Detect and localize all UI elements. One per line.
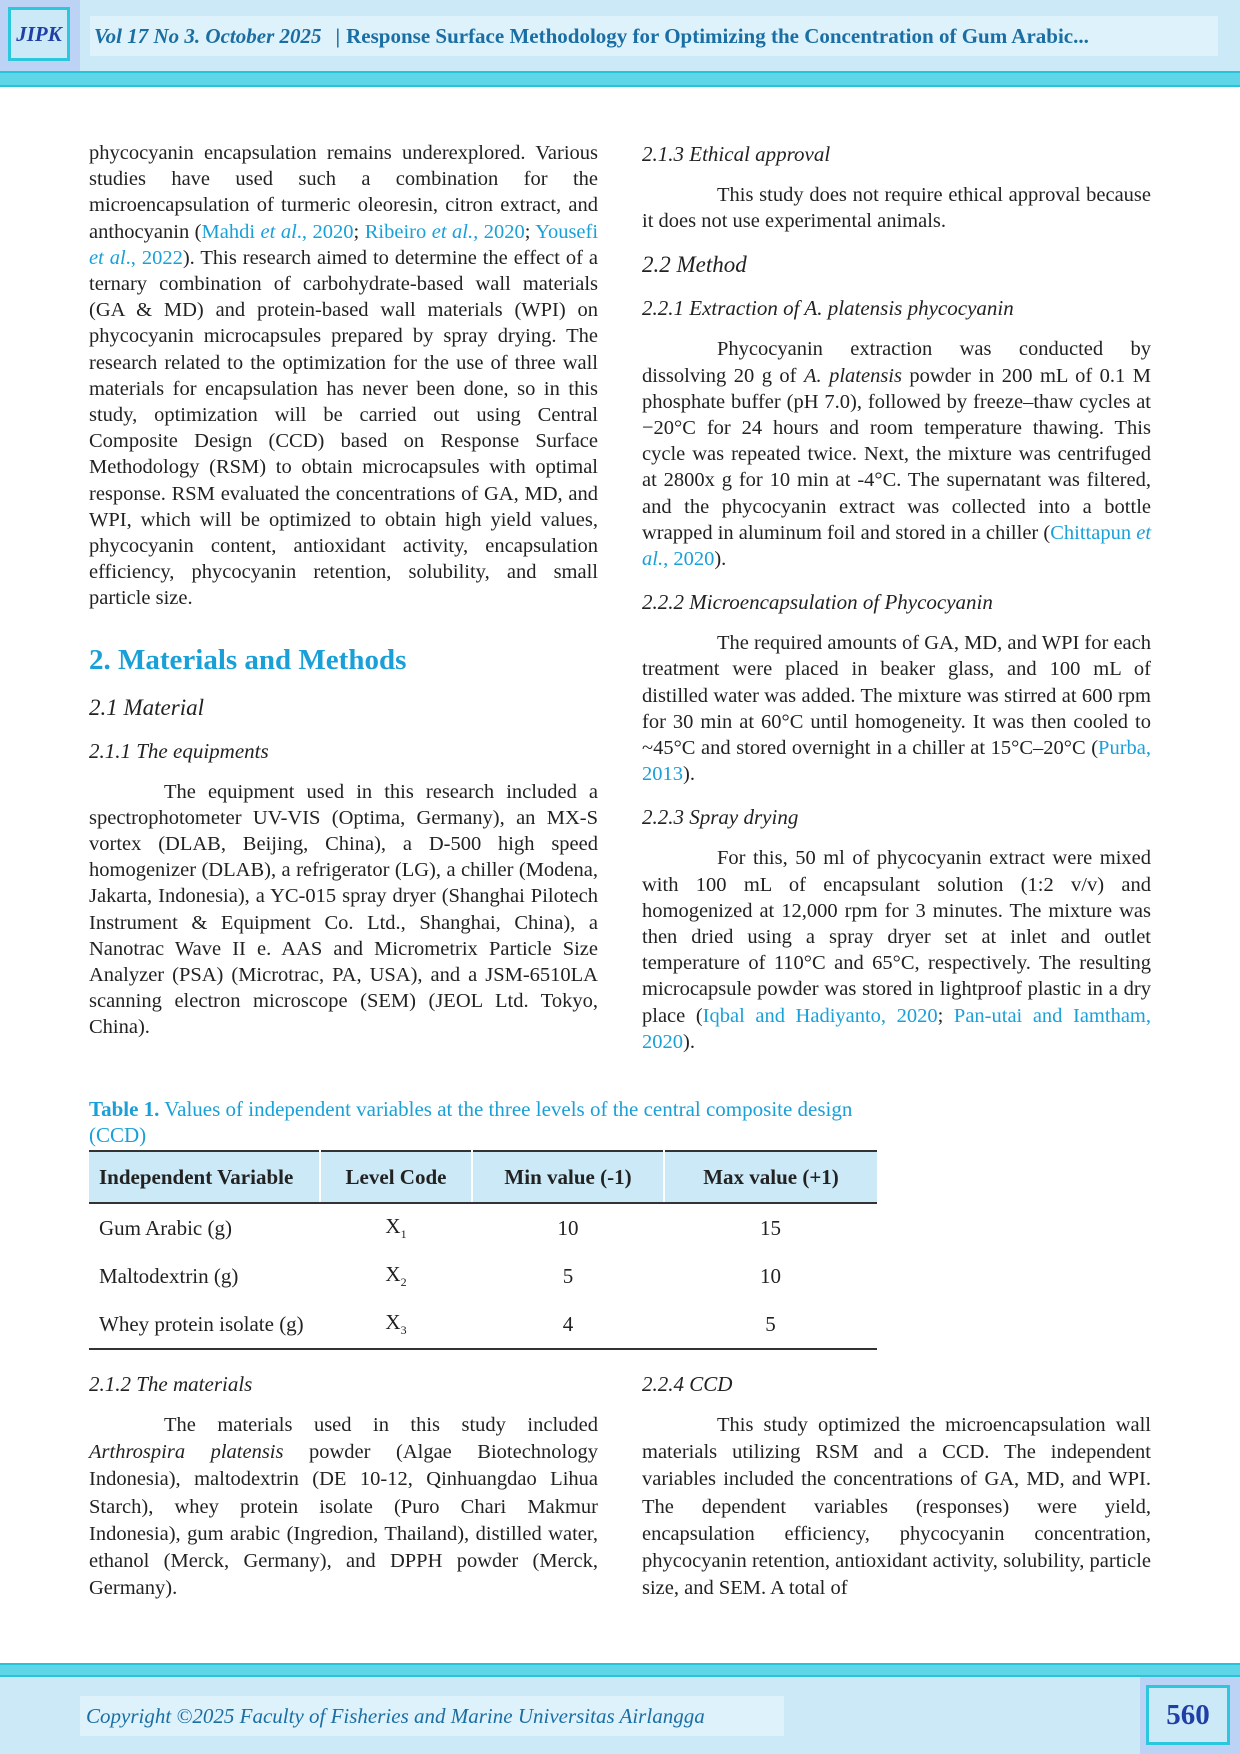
- subsection-heading: 2.1 Material: [89, 694, 204, 720]
- citation-link[interactable]: Mahdi et al., 2020: [201, 220, 354, 243]
- spray-drying-paragraph: For this, 50 ml of phycocyanin extract were mixed with 100 mL of encapsulant solution (1:2 v/v) and homogenized at 12,000 rpm for 3 minutes. The mixture was then dried using a spray dryer set at inlet and outlet temperature of 110°C and 65°C, respectively. The resulting microcapsule powder was stored in lightproof plastic in a dry place (Iqbal and Hadiyanto, 2020; Pan-utai and Iamtham, 2020).: [642, 847, 1151, 1053]
- table-row: Gum Arabic (g) $X_1$ 10 15: [99, 1213, 781, 1242]
- extraction-paragraph: Phycocyanin extraction was conducted by dissolving 20 g of A. platensis powder in 200 mL of 0.1 M phosphate buffer (pH 7.0), followed by freeze–thaw cycles at −20°C for 24 hours and room temperature thawing. This cycle was repeated twice. Next, the mixture was centrifuged at 2800x g for 10 min at -4°C. The supernatant was filtered, and the phycocyanin extract was collected into a bottle wrapped in aluminum foil and stored in a chiller (Chittapun et al., 2020).: [642, 338, 1152, 571]
- table-caption: Table 1. Values of independent variables at the three levels of the central composite design (CCD): [89, 1097, 853, 1147]
- citation-link[interactable]: Yousefi et al., 2022: [89, 220, 599, 269]
- lower-left-column: [89, 1370, 598, 1602]
- table-row: Maltodextrin (g) $X_2$ 5 10: [99, 1261, 781, 1290]
- table-header-row: [89, 1151, 877, 1203]
- subsubsection-heading: 2.1.1 The equipments: [89, 738, 269, 763]
- table-header-cell: Level Code: [320, 1151, 472, 1203]
- citation-link[interactable]: Iqbal and Hadiyanto, 2020: [702, 1004, 938, 1027]
- citation-link[interactable]: Ribeiro et al., 2020: [364, 220, 525, 243]
- equipments-paragraph: The equipment used in this research included a spectrophotometer UV-VIS (Optima, Germany), an MX-S vortex (DLAB, Beijing, China), a D-500 high speed homogenizer (DLAB), a refrigerator (LG), a chiller (Modena, Jakarta, Indonesia), a YC-015 spray dryer (Shanghai Pilotech Instrument & Equipment Co. Ltd., Shanghai, China), a Nanotrac Wave II e. AAS and Micrometrix Particle Size Analyzer (PSA) (Microtrac, PA, USA), and a JSM-6510LA scanning electron microscope (SEM) (JEOL Ltd. Tokyo, China).: [89, 780, 598, 1039]
- variables-table: [89, 1150, 877, 1350]
- header-volume: Vol 17 No 3. October 2025: [94, 23, 322, 48]
- subsubsection-heading: 2.1.3 Ethical approval: [642, 142, 831, 166]
- subsubsection-heading: 2.1.2 The materials: [89, 1372, 253, 1396]
- section-heading: 2. Materials and Methods: [89, 643, 407, 676]
- intro-paragraph: phycocyanin encapsulation remains underexplored. Various studies have used such a combination for the microencapsulation of turmeric oleoresin, citron extract, and anthocyanin (Mahdi et al., 2020; Ribeiro et al., 2020; Yousefi et al., 2022). This research aimed to determine the effect of a ternary combination of carbohydrate-based wall materials (GA & MD) and protein-based wall materials (WPI) on phycocyanin microcapsules prepared by spray drying. The research related to the optimization for the use of three wall materials for encapsulation has never been done, so in this study, optimization will be carried out using Central Composite Design (CCD) based on Response Surface Methodology (RSM) to obtain microcapsules with optimal response. RSM evaluated the concentrations of GA, MD, and WPI, which will be optimized to obtain high yield values, phycocyanin content, antioxidant activity, encapsulation efficiency, phycocyanin retention, solubility, and small particle size.: [89, 142, 599, 610]
- right-column: [642, 140, 1151, 1055]
- left-column: [89, 140, 598, 1041]
- header-strip: [0, 71, 1240, 87]
- subsubsection-heading: 2.2.2 Microencapsulation of Phycocyanin: [642, 590, 993, 615]
- header-separator: |: [335, 23, 341, 48]
- page-number-area: [1140, 1677, 1240, 1754]
- running-header: [90, 16, 1218, 56]
- table-header-cell: Max value (+1): [664, 1151, 877, 1203]
- ethical-paragraph: This study does not require ethical approval because it does not use experimental animals.: [642, 184, 1151, 233]
- citation-link[interactable]: Purba, 2013: [642, 737, 1151, 786]
- materials-paragraph: The materials used in this study included Arthrospira platensis powder (Algae Biotechnology Indonesia), maltodextrin (DE 10-12, Qinhuangdao Lihua Starch), whey protein isolate (Puro Chari Makmur Indonesia), gum arabic (Ingredion, Thailand), distilled water, ethanol (Merck, Germany), and DPPH powder (Merck, Germany).: [89, 1414, 598, 1600]
- lower-right-column: [642, 1370, 1151, 1602]
- footer-copyright: Copyright ©2025 Faculty of Fisheries and Marine Universitas Airlangga: [80, 1696, 784, 1736]
- journal-logo-area: [0, 0, 80, 72]
- header-title: Response Surface Methodology for Optimizing the Concentration of Gum Arabic...: [346, 23, 1089, 48]
- microencapsulation-paragraph: The required amounts of GA, MD, and WPI for each treatment were placed in beaker glass, and 100 mL of distilled water was added. The mixture was stirred at 600 rpm for 30 min at 60°C until homogeneity. It was then cooled to ~45°C and stored overnight in a chiller at 15°C–20°C (Purba, 2013).: [642, 632, 1151, 786]
- table-header-cell: Min value (-1): [472, 1151, 664, 1203]
- subsection-heading: 2.2 Method: [642, 252, 747, 278]
- journal-logo: JIPK: [8, 7, 70, 61]
- page-number: 560: [1146, 1685, 1230, 1745]
- table-row: Whey protein isolate (g) $X_3$ 4 5: [89, 1300, 877, 1349]
- table-header-cell: Independent Variable: [89, 1151, 320, 1203]
- footer-strip: [0, 1663, 1240, 1677]
- subsubsection-heading: 2.2.3 Spray drying: [642, 805, 799, 830]
- citation-link[interactable]: Pan-utai and Iamtham, 2020: [642, 1004, 1151, 1053]
- subsubsection-heading: 2.2.4 CCD: [642, 1372, 733, 1396]
- ccd-paragraph: This study optimized the microencapsulation wall materials utilizing RSM and a CCD. The independent variables included the concentrations of GA, MD, and WPI. The dependent variables (responses) were yield, encapsulation efficiency, phycocyanin concentration, phycocyanin retention, antioxidant activity, solubility, particle size, and SEM. A total of: [642, 1414, 1151, 1600]
- subsubsection-heading: 2.2.1 Extraction of A. platensis phycocyanin: [642, 296, 1014, 321]
- citation-link[interactable]: Chittapun et al., 2020: [642, 521, 1152, 571]
